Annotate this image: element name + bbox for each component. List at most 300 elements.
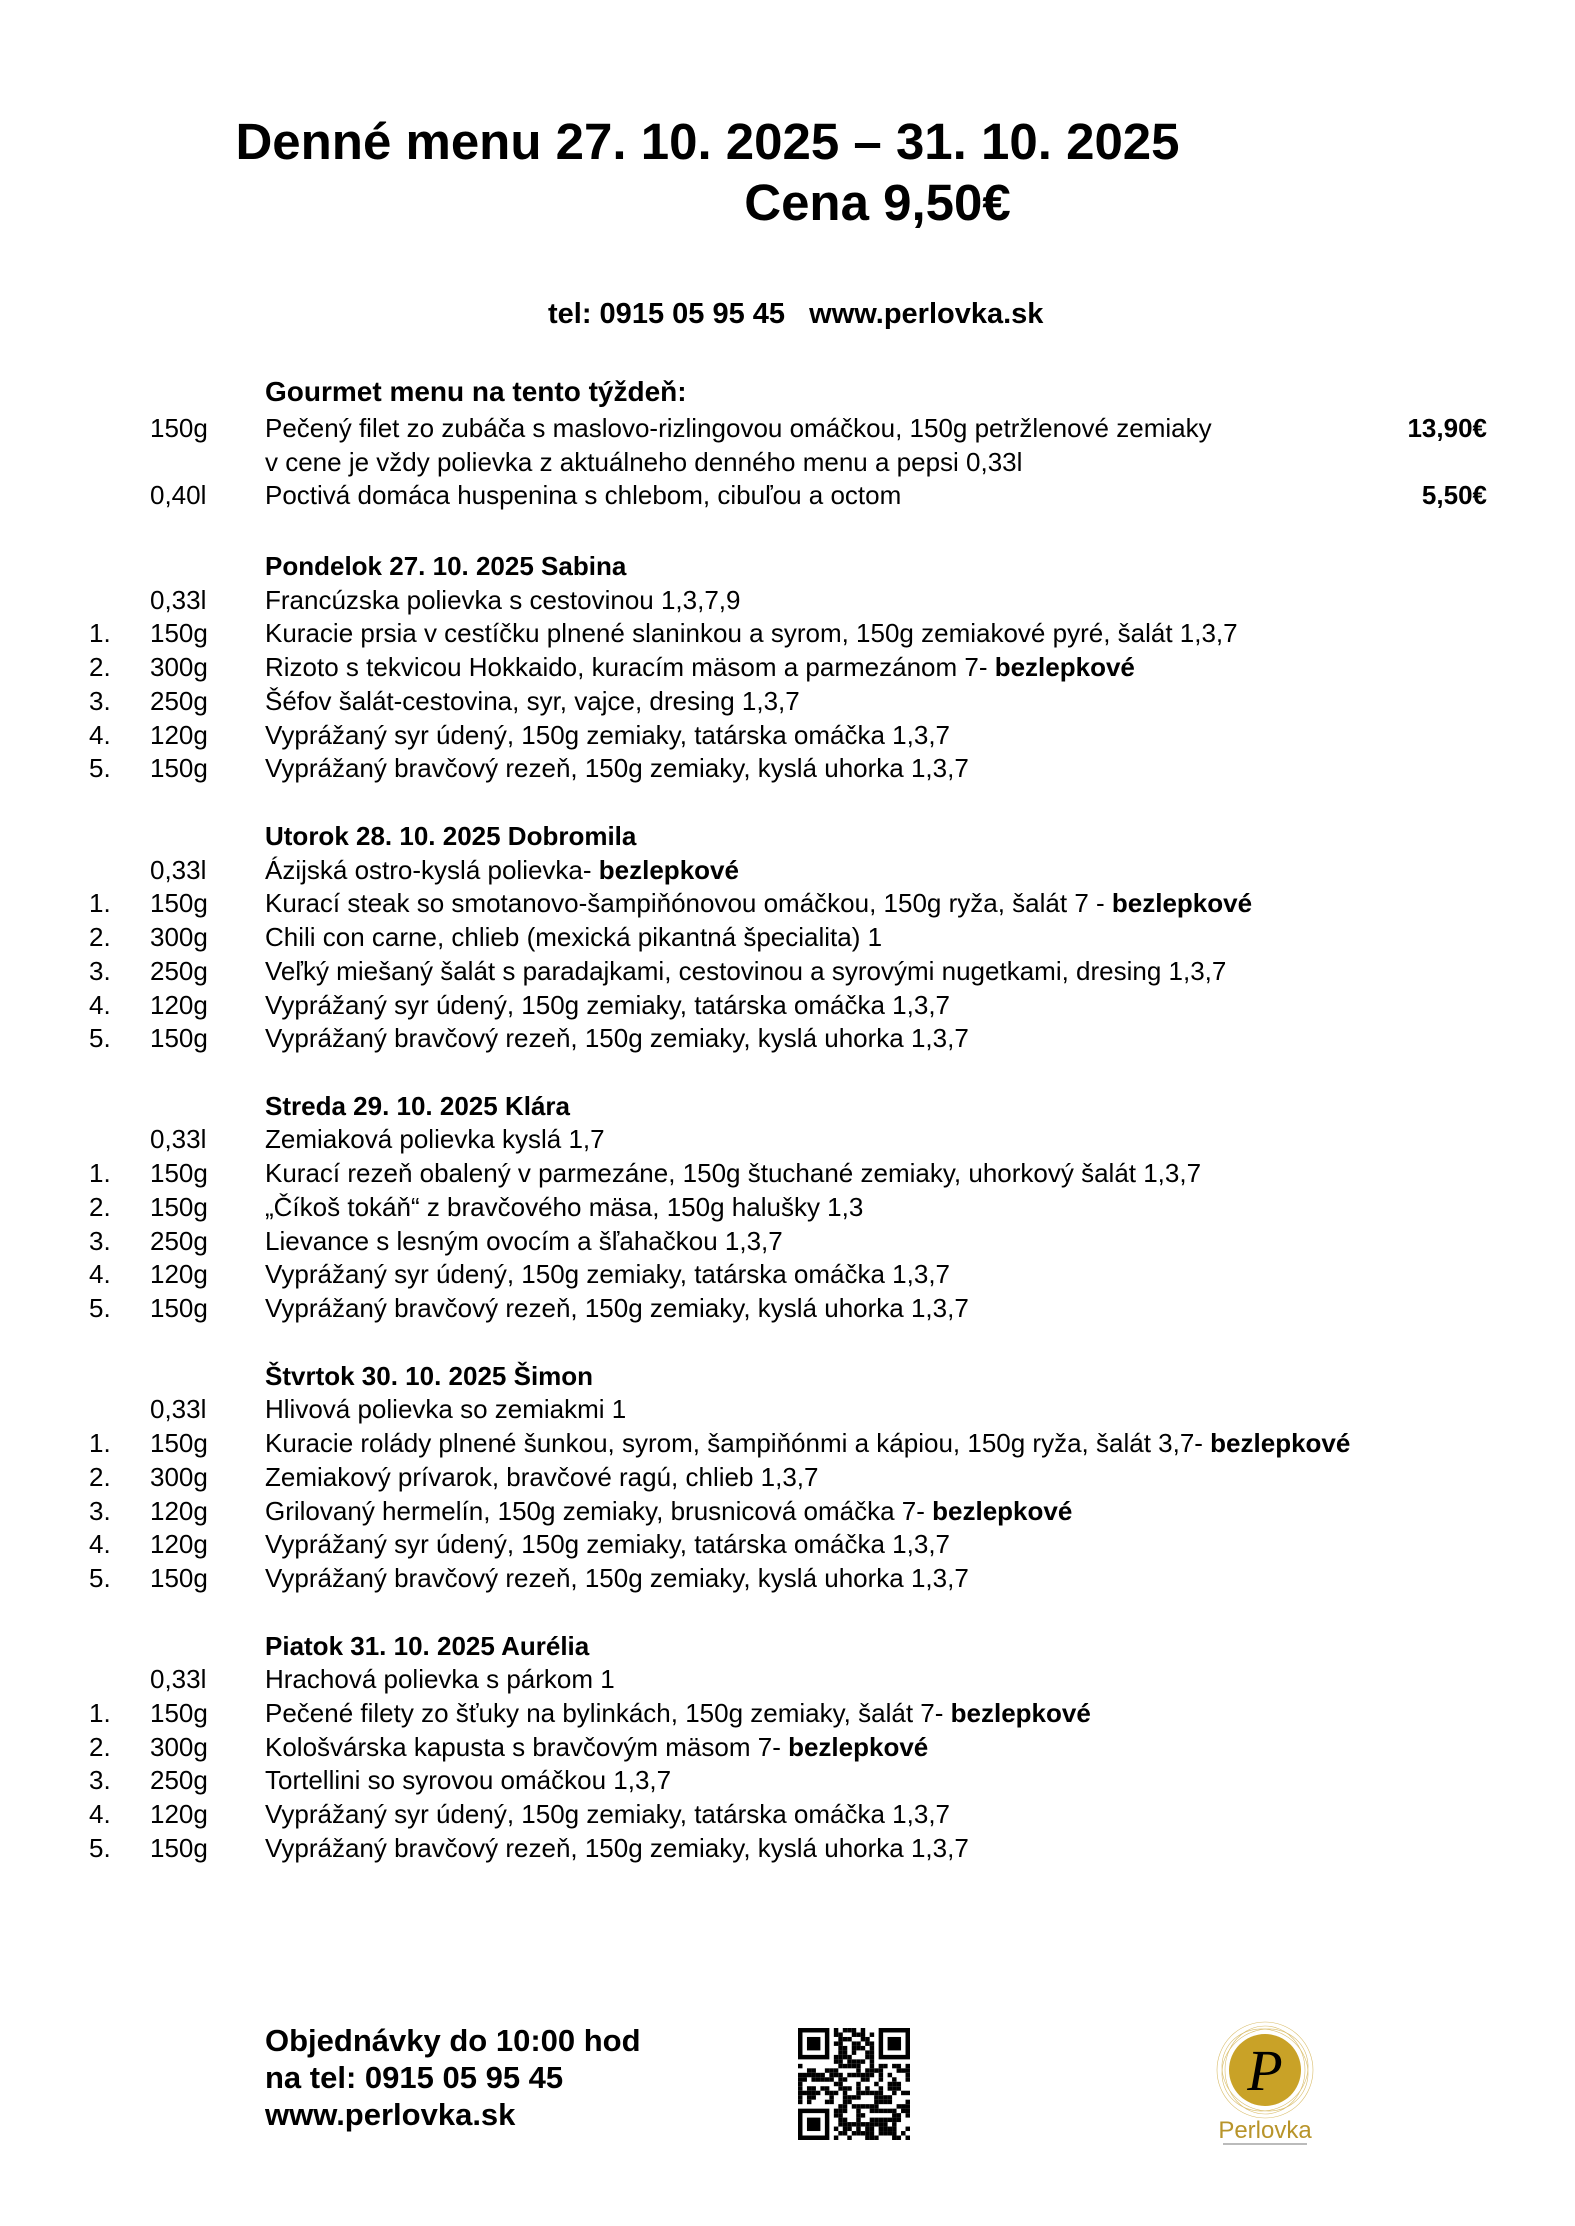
qr-module [838,2131,842,2135]
item-description [265,1191,863,1225]
item-description: Poctivá domáca huspenina s chlebom, cibuľou a octom [265,480,902,511]
spacer [0,1056,1575,1090]
qr-module [843,2109,847,2113]
item-description [265,921,882,955]
qr-module [856,2082,860,2086]
qr-module [865,2104,869,2108]
menu-item [0,1562,1575,1596]
item-text: „Číkoš tokáň“ z bravčového mäsa, 150g halušky 1,3 [265,1191,864,1222]
qr-module [888,2082,892,2086]
day-title: Utorok 28. 10. 2025 Dobromila [265,820,637,851]
qr-module [852,2046,856,2050]
qr-module [802,2077,806,2081]
item-description [265,1562,969,1596]
qr-module [874,2136,878,2140]
item-text: Hlivová polievka so zemiakmi 1 [265,1394,627,1425]
qr-module [807,2118,820,2131]
qr-module [852,2028,856,2032]
qr-module [892,2082,896,2086]
qr-module [829,2100,833,2104]
qr-module [829,2068,833,2072]
qr-module [892,2113,896,2117]
qr-module [901,2068,905,2072]
qr-module [861,2037,865,2041]
qr-module [906,2127,910,2131]
item-number: 5. [89,1563,111,1594]
item-quantity: 120g [150,1799,208,1830]
item-text: Ázijská ostro-kyslá polievka- [265,854,599,885]
day-title: Piatok 31. 10. 2025 Aurélia [265,1630,590,1661]
menu-item [0,1663,1575,1697]
qr-module [847,2055,851,2059]
item-description [265,1697,1091,1731]
item-number: 2. [89,922,111,953]
qr-module [834,2059,838,2063]
item-description [265,685,800,719]
qr-module [829,2077,833,2081]
day-title: Streda 29. 10. 2025 Klára [265,1090,570,1121]
qr-module [879,2077,883,2081]
perlovka-logo [1205,2020,1325,2155]
item-description [265,752,969,786]
qr-module [834,2082,838,2086]
item-quantity: 250g [150,1765,208,1796]
qr-module [897,2068,901,2072]
qr-module [807,2086,811,2090]
qr-module [861,2046,865,2050]
item-description [265,584,740,618]
menu-item [0,1258,1575,1292]
qr-module [852,2050,856,2054]
qr-module [852,2122,856,2126]
qr-module [870,2059,874,2063]
qr-module [906,2113,910,2117]
day-section [0,1360,1575,1630]
qr-module [856,2086,860,2090]
item-number: 5. [89,1023,111,1054]
item-number: 4. [89,1529,111,1560]
qr-module [865,2037,869,2041]
item-description [265,1495,1072,1529]
qr-module [865,2127,869,2131]
qr-module [897,2136,901,2140]
item-quantity: 0,33l [150,1394,207,1425]
qr-module [847,2073,851,2077]
qr-module [843,2131,847,2135]
item-quantity: 0,33l [150,1664,207,1695]
day-section [0,820,1575,1090]
item-quantity: 150g [150,1428,208,1459]
qr-module [883,2100,887,2104]
qr-module [834,2109,838,2113]
qr-module [847,2086,851,2090]
qr-module [874,2095,878,2099]
spacer [0,1866,1575,1900]
qr-module [906,2091,910,2095]
menu-item [0,921,1575,955]
qr-module [888,2131,892,2135]
qr-module [856,2068,860,2072]
qr-module [879,2086,883,2090]
item-text: Kurací rezeň obalený v parmezáne, 150g štuchané zemiaky, uhorkový šalát 1,3,7 [265,1158,1202,1189]
item-description [265,1528,950,1562]
day-heading [0,1360,1575,1394]
qr-module [843,2127,847,2131]
qr-module [834,2032,838,2036]
qr-module [874,2100,878,2104]
qr-module [856,2073,860,2077]
menu-item [0,719,1575,753]
qr-module [847,2100,851,2104]
item-quantity: 0,33l [150,1124,207,1155]
qr-module [834,2127,838,2131]
item-number: 2. [89,1461,111,1492]
qr-module [816,2077,820,2081]
qr-module [829,2091,833,2095]
item-quantity: 250g [150,685,208,716]
item-price: 5,50€ [1421,480,1487,511]
qr-module [856,2127,860,2131]
item-quantity: 120g [150,1495,208,1526]
page-title: Denné menu 27. 10. 2025 – 31. 10. 2025 [235,113,1180,170]
item-text: Zemiakový prívarok, bravčové ragú, chlieb 1,3,7 [265,1461,819,1492]
qr-module [838,2059,842,2063]
qr-module [865,2086,869,2090]
menu-item [0,1292,1575,1326]
day-section [0,1630,1575,1900]
item-quantity: 150g [150,1023,208,1054]
svg-text:Perlovka: Perlovka [1218,2117,1312,2144]
qr-module [838,2118,842,2122]
qr-module [852,2095,856,2099]
qr-module [811,2095,815,2099]
item-quantity: 0,33l [150,584,207,615]
qr-module [897,2113,901,2117]
item-text: Tortellini so syrovou omáčkou 1,3,7 [265,1765,672,1796]
contact-line: tel: 0915 05 95 45 www.perlovka.sk [548,298,1044,330]
qr-module [834,2113,838,2117]
item-quantity: 150g [150,1191,208,1222]
item-quantity: 120g [150,1259,208,1290]
item-number: 3. [89,1495,111,1526]
qr-module [897,2064,901,2068]
qr-module [861,2122,865,2126]
qr-module [901,2109,905,2113]
gourmet-item [0,479,1575,513]
item-description [265,854,739,888]
qr-module [856,2118,860,2122]
item-quantity: 150g [150,1563,208,1594]
qr-module [865,2055,869,2059]
spacer [0,1326,1575,1360]
item-text: Pečené filety zo šťuky na bylinkách, 150g zemiaky, šalát 7- [265,1697,951,1728]
qr-module [870,2127,874,2131]
item-number: 5. [89,1832,111,1863]
gourmet-item [0,446,1575,480]
qr-module [816,2091,820,2095]
menu-item [0,1731,1575,1765]
qr-module [838,2077,842,2081]
menu-item [0,1764,1575,1798]
qr-module [825,2077,829,2081]
qr-module [843,2050,847,2054]
qr-module [852,2059,856,2063]
qr-module [838,2064,842,2068]
gluten-free-label: bezlepkové [1111,888,1253,919]
qr-module [874,2091,878,2095]
qr-module [879,2109,883,2113]
menu-item [0,1528,1575,1562]
qr-module [838,2122,842,2126]
gluten-free-label: bezlepkové [932,1495,1073,1526]
spacer [0,786,1575,820]
menu-item [0,854,1575,888]
qr-module [838,2086,842,2090]
qr-module [820,2073,824,2077]
day-section [0,1090,1575,1360]
qr-code[interactable] [798,2028,910,2140]
qr-module [861,2073,865,2077]
qr-module [856,2059,860,2063]
menu-item [0,1157,1575,1191]
qr-module [874,2118,878,2122]
item-text: Vyprážaný syr údený, 150g zemiaky, tatárska omáčka 1,3,7 [265,719,951,750]
item-text: Hrachová polievka s párkom 1 [265,1664,615,1695]
qr-module [861,2077,865,2081]
item-number: 3. [89,1225,111,1256]
qr-module [847,2064,851,2068]
item-number: 4. [89,1259,111,1290]
qr-module [883,2064,887,2068]
qr-module [838,2104,842,2108]
item-number: 3. [89,1765,111,1796]
menu-item [0,1225,1575,1259]
qr-module [843,2077,847,2081]
item-quantity: 150g [150,413,208,443]
menu-item [0,752,1575,786]
menu-item [0,1461,1575,1495]
qr-module [811,2077,815,2081]
item-quantity: 300g [150,1461,208,1492]
item-description: v cene je vždy polievka z aktuálneho denného menu a pepsi 0,33l [265,446,1023,477]
item-description [265,1798,950,1832]
qr-module [811,2091,815,2095]
qr-module [892,2091,896,2095]
qr-module [843,2118,847,2122]
qr-module [901,2091,905,2095]
menu-item [0,1191,1575,1225]
qr-module [879,2122,883,2126]
qr-module [843,2028,847,2032]
gourmet-heading: Gourmet menu na tento týždeň: [265,376,687,407]
qr-module [870,2073,874,2077]
qr-module [838,2109,842,2113]
qr-module [883,2127,887,2131]
qr-module [852,2131,856,2135]
qr-module [843,2100,847,2104]
qr-module [825,2068,829,2072]
qr-module [834,2073,838,2077]
qr-module [906,2073,910,2077]
item-quantity: 120g [150,719,208,750]
qr-module [852,2104,856,2108]
item-description [265,1731,928,1765]
qr-module [856,2041,860,2045]
qr-module [874,2122,878,2126]
qr-module [807,2073,811,2077]
qr-module [852,2032,856,2036]
qr-module [847,2122,851,2126]
qr-module [870,2055,874,2059]
item-text: Vyprážaný bravčový rezeň, 150g zemiaky, kyslá uhorka 1,3,7 [265,753,969,784]
qr-module [856,2109,860,2113]
qr-module [856,2095,860,2099]
qr-module [870,2064,874,2068]
qr-module [843,2122,847,2126]
qr-module [865,2131,869,2135]
qr-module [888,2086,892,2090]
item-description [265,1764,671,1798]
qr-module [861,2032,865,2036]
day-heading [0,1630,1575,1664]
qr-module [879,2064,883,2068]
menu-price: Cena 9,50€ [744,174,1011,231]
qr-module [856,2064,860,2068]
qr-module [879,2100,883,2104]
qr-module [892,2077,896,2081]
qr-module [874,2082,878,2086]
order-deadline: Objednávky do 10:00 hod [265,2023,641,2058]
day-section [0,550,1575,820]
qr-module [807,2091,811,2095]
item-number: 1. [89,618,111,649]
qr-module [798,2100,802,2104]
gluten-free-label: bezlepkové [1210,1428,1351,1459]
qr-module [901,2131,905,2135]
qr-module [834,2028,838,2032]
qr-module [807,2095,811,2099]
qr-module [883,2118,887,2122]
qr-module [834,2136,838,2140]
website-link[interactable]: www.perlovka.sk [265,2097,516,2132]
qr-module [897,2082,901,2086]
qr-module [856,2113,860,2117]
item-text: Zemiaková polievka kyslá 1,7 [265,1124,605,1155]
item-quantity: 150g [150,753,208,784]
qr-module [879,2073,883,2077]
qr-module [847,2059,851,2063]
day-title: Pondelok 27. 10. 2025 Sabina [265,551,627,581]
item-quantity: 120g [150,989,208,1020]
qr-module [892,2109,896,2113]
qr-module [825,2100,829,2104]
item-number: 4. [89,719,111,750]
qr-module [892,2064,896,2068]
qr-module [838,2055,842,2059]
item-description [265,651,1135,685]
item-number: 4. [89,989,111,1020]
qr-module [807,2037,820,2050]
qr-module [838,2082,842,2086]
qr-module [892,2127,896,2131]
item-quantity: 0,33l [150,854,207,885]
item-quantity: 150g [150,1697,208,1728]
item-text: Kuracie rolády plnené šunkou, syrom, šampiňónmi a kápiou, 150g ryža, šalát 3,7- [265,1428,1211,1459]
qr-module [838,2073,842,2077]
qr-module [811,2073,815,2077]
qr-module [820,2086,824,2090]
qr-module [888,2118,892,2122]
item-quantity: 0,40l [150,480,207,511]
qr-module [865,2068,869,2072]
qr-module [870,2068,874,2072]
qr-module [870,2104,874,2108]
item-quantity: 250g [150,955,208,986]
gluten-free-label: bezlepkové [788,1731,929,1762]
qr-module [865,2050,869,2054]
qr-module [847,2028,851,2032]
qr-module [870,2109,874,2113]
qr-module [888,2100,892,2104]
qr-module [847,2136,851,2140]
qr-module [870,2041,874,2045]
item-text: Kuracie prsia v cestíčku plnené slaninkou a syrom, 150g zemiakové pyré, šalát 1,3,7 [265,618,1238,649]
qr-module [856,2122,860,2126]
qr-module [888,2037,901,2050]
item-description [265,1022,969,1056]
item-text: Kološvárska kapusta s bravčovým mäsom 7- [265,1731,789,1762]
item-description [265,887,1252,921]
item-quantity: 150g [150,1293,208,1324]
qr-module [865,2122,869,2126]
qr-module [843,2046,847,2050]
item-text: Vyprážaný bravčový rezeň, 150g zemiaky, kyslá uhorka 1,3,7 [265,1563,969,1594]
qr-module [802,2091,806,2095]
qr-module [901,2104,905,2108]
day-heading [0,1090,1575,1124]
qr-module [798,2095,802,2099]
qr-module [870,2032,874,2036]
item-description [265,1832,969,1866]
qr-module [843,2095,847,2099]
qr-module [870,2050,874,2054]
menu-item [0,1427,1575,1461]
qr-module [798,2073,802,2077]
qr-module [892,2122,896,2126]
menu-item [0,1832,1575,1866]
qr-module [897,2086,901,2090]
qr-module [843,2064,847,2068]
qr-module [825,2086,829,2090]
qr-module [834,2068,838,2072]
menu-item [0,685,1575,719]
qr-module [879,2095,883,2099]
item-description [265,1427,1350,1461]
item-price: 13,90€ [1407,413,1487,443]
qr-module [843,2037,847,2041]
order-info [265,2022,641,2133]
qr-module [906,2136,910,2140]
qr-module [865,2136,869,2140]
item-description [265,719,950,753]
item-text: Kurací steak so smotanovo-šampiňónovou omáčkou, 150g ryža, šalát 7 - [265,888,1112,919]
gluten-free-label: bezlepkové [994,652,1135,683]
qr-module [852,2064,856,2068]
item-number: 5. [89,753,111,784]
item-quantity: 300g [150,652,208,683]
item-number: 1. [89,1158,111,1189]
qr-module [865,2073,869,2077]
